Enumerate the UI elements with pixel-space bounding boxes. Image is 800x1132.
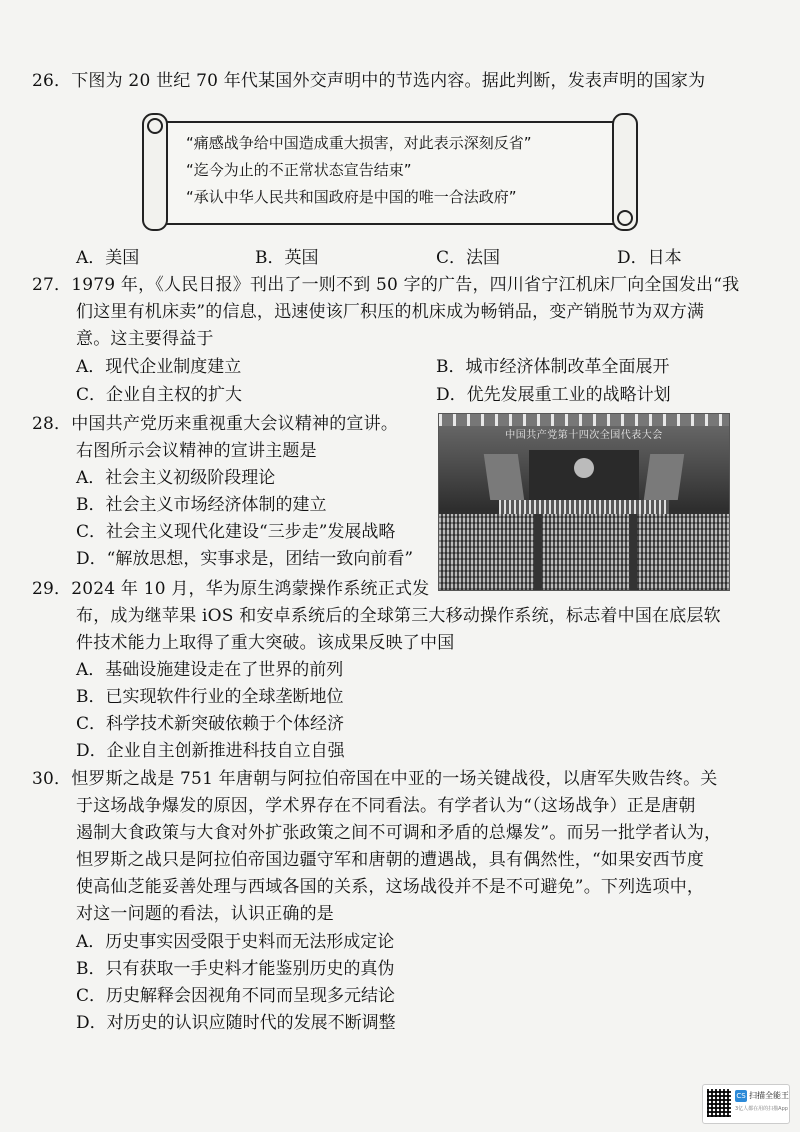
q28-option-d[interactable]: D．“解放思想，实事求是，团结一致向前看” xyxy=(76,549,414,569)
q29-option-c[interactable]: C．科学技术新突破依赖于个体经济 xyxy=(76,714,345,734)
q30-stem-line-2: 于这场战争爆发的原因，学术界存在不同看法。有学者认为“（这场战争）正是唐朝 xyxy=(76,796,696,816)
q28-stem-line-1: 28．中国共产党历来重视重大会议精神的宣讲。 xyxy=(32,414,399,434)
q30-option-b[interactable]: B．只有获取一手史料才能鉴别历史的真伪 xyxy=(76,959,395,979)
qr-code-icon xyxy=(707,1089,731,1117)
q26-option-b[interactable]: B．英国 xyxy=(255,248,319,268)
party-emblem-icon xyxy=(574,458,594,478)
q27-stem-line-2: 们这里有机床卖”的信息，迅速使该厂积压的机床成为畅销品，变产销脱节为双方满 xyxy=(76,302,705,322)
aisle xyxy=(629,514,637,590)
q30-stem-line-5: 使高仙芝能妥善处理与西域各国的关系，这场战役并不是不可避免”。下列选项中， xyxy=(76,877,705,897)
q26-option-c[interactable]: C．法国 xyxy=(436,248,501,268)
q28-option-a[interactable]: A．社会主义初级阶段理论 xyxy=(76,468,276,488)
q28-option-c[interactable]: C．社会主义现代化建设“三步走”发展战略 xyxy=(76,522,396,542)
q29-stem-line-3: 件技术能力上取得了重大突破。该成果反映了中国 xyxy=(76,633,455,653)
scroll-quote-3: “承认中华人民共和国政府是中国的唯一合法政府” xyxy=(186,188,517,206)
q30-stem-line-6: 对这一问题的看法，认识正确的是 xyxy=(76,904,334,924)
scroll-quote-1: “痛感战争给中国造成重大损害，对此表示深刻反省” xyxy=(186,134,532,152)
q29-stem-line-1: 29．2024 年 10 月，华为原生鸿蒙操作系统正式发 xyxy=(32,579,430,599)
audience-seats xyxy=(439,514,729,590)
scroll-quote-2: “迄今为止的不正常状态宣告结束” xyxy=(186,161,412,179)
watermark-app-name: 扫描全能王 xyxy=(749,1091,789,1100)
red-flags-left xyxy=(484,454,524,500)
q28-option-b[interactable]: B．社会主义市场经济体制的建立 xyxy=(76,495,327,515)
q27-option-c[interactable]: C．企业自主权的扩大 xyxy=(76,385,243,405)
aisle xyxy=(534,514,542,590)
q27-stem-line-1: 27．1979 年，《人民日报》刊出了一则不到 50 字的广告，四川省宁江机床厂向全国发出“我 xyxy=(32,275,740,295)
q30-option-d[interactable]: D．对历史的认识应随时代的发展不断调整 xyxy=(76,1013,396,1033)
q26-option-a[interactable]: A．美国 xyxy=(76,248,140,268)
q30-stem-line-3: 遏制大食政策与大食对外扩张政策之间不可调和矛盾的总爆发”。而另一批学者认为， xyxy=(76,823,722,843)
q27-stem-line-3: 意。这主要得益于 xyxy=(76,329,214,349)
q26-option-d[interactable]: D．日本 xyxy=(617,248,682,268)
scanner-watermark xyxy=(702,1084,790,1124)
ceiling-lights xyxy=(439,414,729,426)
q29-option-d[interactable]: D．企业自主创新推进科技自立自强 xyxy=(76,741,345,761)
photo-banner-text: 中国共产党第十四次全国代表大会 xyxy=(505,430,663,441)
q30-stem-line-1: 30．怛罗斯之战是 751 年唐朝与阿拉伯帝国在中亚的一场关键战役，以唐军失败告终。关 xyxy=(32,769,718,789)
q27-option-b[interactable]: B．城市经济体制改革全面展开 xyxy=(436,357,670,377)
q27-option-a[interactable]: A．现代企业制度建立 xyxy=(76,357,242,377)
scroll-quote-box xyxy=(140,113,640,229)
q26-stem: 26．下图为 20 世纪 70 年代某国外交声明中的节选内容。据此判断，发表声明的国家为 xyxy=(32,71,706,91)
watermark-tagline: 3亿人都在用的扫描App xyxy=(735,1106,788,1112)
q30-stem-line-4: 怛罗斯之战只是阿拉伯帝国边疆守军和唐朝的遭遇战，具有偶然性，“如果安西节度 xyxy=(76,850,705,870)
q28-stem-line-2: 右图所示会议精神的宣讲主题是 xyxy=(76,441,317,461)
q27-option-d[interactable]: D．优先发展重工业的战略计划 xyxy=(436,385,671,405)
congress-photo xyxy=(438,413,730,591)
q29-option-b[interactable]: B．已实现软件行业的全球垄断地位 xyxy=(76,687,344,707)
camscanner-logo: CS xyxy=(736,1092,746,1100)
red-flags-right xyxy=(644,454,684,500)
q30-option-a[interactable]: A．历史事实因受限于史料而无法形成定论 xyxy=(76,932,395,952)
q29-stem-line-2: 布，成为继苹果 iOS 和安卓系统后的全球第三大移动操作系统，标志着中国在底层软 xyxy=(76,606,721,626)
q30-option-c[interactable]: C．历史解释会因视角不同而呈现多元结论 xyxy=(76,986,396,1006)
scroll-roll-right xyxy=(612,113,638,231)
q29-option-a[interactable]: A．基础设施建设走在了世界的前列 xyxy=(76,660,344,680)
scroll-roll-left xyxy=(142,113,168,231)
